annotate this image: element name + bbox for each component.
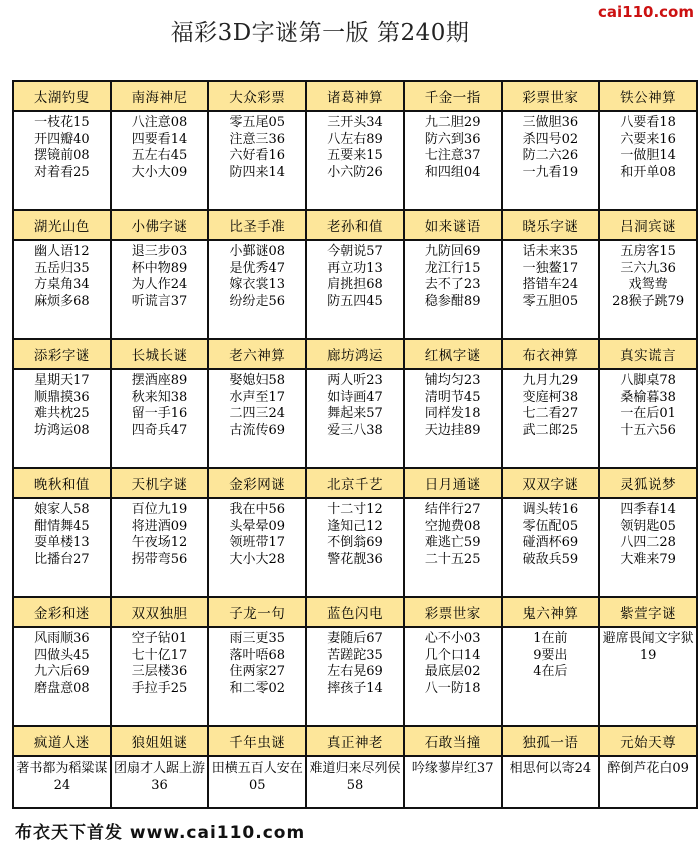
expert-name: 元始天尊 bbox=[600, 727, 698, 757]
expert-name: 老六神算 bbox=[209, 340, 307, 370]
prediction-line: 变庭柯38 bbox=[522, 389, 579, 405]
prediction-line: 六好看16 bbox=[229, 148, 286, 163]
prediction-line: 摔孩子14 bbox=[327, 680, 383, 696]
prediction-line: 难道归来尽列侯58 bbox=[309, 761, 401, 793]
expert-name: 晓乐字谜 bbox=[503, 211, 601, 241]
expert-name: 金彩网谜 bbox=[209, 469, 307, 499]
prediction-cell bbox=[503, 112, 601, 211]
prediction-cell bbox=[307, 241, 405, 340]
prediction-line: 防二六26 bbox=[522, 148, 579, 163]
prediction-line: 难共枕25 bbox=[34, 406, 90, 421]
prediction-line: 坊鸿运08 bbox=[34, 422, 90, 438]
prediction-line: 手拉手25 bbox=[131, 680, 188, 696]
expert-name: 晚秋和值 bbox=[14, 469, 112, 499]
prediction-line: 八注意08 bbox=[131, 115, 188, 130]
expert-name: 独孤一语 bbox=[503, 727, 601, 757]
prediction-cell bbox=[112, 499, 210, 598]
prediction-cell bbox=[307, 628, 405, 727]
prediction-line: 娶媳妇58 bbox=[229, 373, 286, 388]
prediction-line: 五岳归35 bbox=[34, 260, 90, 276]
prediction-line: 9要出 bbox=[533, 647, 568, 663]
prediction-cell bbox=[405, 499, 503, 598]
expert-name: 子龙一句 bbox=[209, 598, 307, 628]
prediction-line: 一做胆14 bbox=[620, 148, 676, 163]
prediction-line: 杯中物89 bbox=[131, 260, 188, 276]
prediction-cell bbox=[14, 757, 112, 809]
expert-name: 铁公神算 bbox=[600, 82, 698, 112]
prediction-line: 苦蹉跎35 bbox=[327, 647, 383, 663]
prediction-line: 再立功13 bbox=[327, 260, 383, 276]
expert-name: 布衣神算 bbox=[503, 340, 601, 370]
prediction-line: 结伴行27 bbox=[424, 502, 481, 517]
prediction-cell bbox=[503, 370, 601, 469]
prediction-line: 七二看27 bbox=[522, 406, 579, 421]
prediction-line: 不倒翁69 bbox=[327, 535, 383, 550]
prediction-line: 是优秀47 bbox=[229, 260, 286, 276]
prediction-line: 醉倒芦花白09 bbox=[607, 761, 689, 776]
prediction-line: 领班带17 bbox=[229, 535, 286, 550]
prediction-line: 破敌兵59 bbox=[522, 551, 579, 567]
prediction-line: 铺均匀23 bbox=[424, 373, 481, 388]
expert-name: 老孙和值 bbox=[307, 211, 405, 241]
prediction-cell bbox=[503, 499, 601, 598]
prediction-cell bbox=[600, 112, 698, 211]
prediction-cell bbox=[600, 757, 698, 809]
prediction-line: 四要看14 bbox=[131, 131, 188, 147]
expert-name: 双双字谜 bbox=[503, 469, 601, 499]
prediction-line: 小鄞谜08 bbox=[229, 244, 286, 259]
expert-name: 金彩和迷 bbox=[14, 598, 112, 628]
prediction-cell bbox=[209, 241, 307, 340]
expert-name: 吕洞宾谜 bbox=[600, 211, 698, 241]
prediction-line: 落叶唔68 bbox=[229, 647, 286, 663]
expert-name: 廊坊鸿运 bbox=[307, 340, 405, 370]
prediction-line: 听谎言37 bbox=[131, 293, 188, 309]
prediction-line: 磨盘意08 bbox=[34, 680, 90, 696]
prediction-cell bbox=[405, 112, 503, 211]
prediction-line: 和四组04 bbox=[424, 164, 481, 180]
prediction-cell bbox=[405, 757, 503, 809]
prediction-cell bbox=[209, 499, 307, 598]
prediction-line: 水声至17 bbox=[229, 389, 286, 405]
prediction-cell bbox=[209, 757, 307, 809]
prediction-line: 九六后69 bbox=[34, 664, 90, 679]
prediction-line: 八四二28 bbox=[620, 535, 676, 550]
prediction-line: 同样发18 bbox=[424, 406, 481, 421]
prediction-line: 八一防18 bbox=[424, 680, 481, 696]
prediction-line: 警花靓36 bbox=[327, 551, 383, 567]
prediction-line: 雨三更35 bbox=[229, 631, 286, 646]
prediction-line: 一九看19 bbox=[522, 164, 579, 180]
expert-name: 比圣手准 bbox=[209, 211, 307, 241]
prediction-line: 一在后01 bbox=[620, 406, 676, 421]
prediction-line: 几个口14 bbox=[424, 647, 481, 663]
prediction-line: 拐带弯56 bbox=[131, 551, 188, 567]
prediction-line: 防五四45 bbox=[327, 293, 383, 309]
expert-name: 红枫字谜 bbox=[405, 340, 503, 370]
prediction-line: 零五胆05 bbox=[522, 293, 579, 309]
prediction-cell bbox=[209, 628, 307, 727]
expert-name: 千金一指 bbox=[405, 82, 503, 112]
prediction-cell bbox=[112, 241, 210, 340]
prediction-line: 三六九36 bbox=[620, 260, 676, 276]
expert-name: 北京千艺 bbox=[307, 469, 405, 499]
site-watermark: cai110.com bbox=[598, 3, 694, 21]
prediction-line: 住两家27 bbox=[229, 664, 286, 679]
prediction-line: 龙江行15 bbox=[424, 260, 481, 276]
prediction-line: 天边挂89 bbox=[424, 422, 481, 438]
prediction-line: 八要看18 bbox=[620, 115, 676, 130]
prediction-line: 两人听23 bbox=[327, 373, 383, 388]
prediction-line: 去不了23 bbox=[424, 277, 481, 292]
prediction-line: 八脚桌78 bbox=[620, 373, 676, 388]
prediction-cell bbox=[112, 370, 210, 469]
expert-name: 日月通谜 bbox=[405, 469, 503, 499]
prediction-line: 左右晃69 bbox=[327, 664, 383, 679]
prediction-line: 九防回69 bbox=[424, 244, 481, 259]
prediction-line: 古流传69 bbox=[229, 422, 286, 438]
prediction-line: 28猴子跳79 bbox=[612, 293, 685, 309]
prediction-line: 五房客15 bbox=[620, 244, 676, 259]
prediction-line: 零五尾05 bbox=[229, 115, 286, 130]
expert-name: 天机字谜 bbox=[112, 469, 210, 499]
prediction-line: 和二零02 bbox=[229, 680, 286, 696]
puzzle-table bbox=[12, 80, 698, 809]
prediction-line: 七注意37 bbox=[424, 148, 481, 163]
expert-name: 石敢当撞 bbox=[405, 727, 503, 757]
prediction-line: 碰酒杯69 bbox=[522, 535, 579, 550]
prediction-line: 心不小03 bbox=[424, 631, 481, 646]
expert-name: 湖光山色 bbox=[14, 211, 112, 241]
prediction-cell bbox=[503, 241, 601, 340]
prediction-cell bbox=[307, 499, 405, 598]
prediction-line: 百位九19 bbox=[131, 502, 188, 517]
prediction-line: 酣情舞45 bbox=[34, 518, 90, 534]
prediction-cell bbox=[503, 628, 601, 727]
prediction-line: 娘家人58 bbox=[34, 502, 90, 517]
prediction-cell bbox=[14, 499, 112, 598]
expert-name: 真实谎言 bbox=[600, 340, 698, 370]
expert-name: 太湖钓叟 bbox=[14, 82, 112, 112]
expert-name: 真正神老 bbox=[307, 727, 405, 757]
prediction-line: 对着看25 bbox=[34, 164, 90, 180]
prediction-line: 和开单08 bbox=[620, 164, 676, 180]
prediction-cell bbox=[14, 241, 112, 340]
prediction-line: 四奇兵47 bbox=[131, 422, 188, 438]
prediction-line: 比播台27 bbox=[34, 551, 90, 567]
prediction-line: 纷纷走56 bbox=[229, 293, 286, 309]
prediction-line: 耍单楼13 bbox=[34, 535, 90, 550]
prediction-line: 开四瓣40 bbox=[34, 131, 90, 147]
page-title: 福彩3D字谜第一版 第240期 bbox=[170, 20, 470, 46]
prediction-cell bbox=[307, 370, 405, 469]
expert-name: 添彩字谜 bbox=[14, 340, 112, 370]
prediction-line: 零伍配05 bbox=[522, 518, 579, 534]
prediction-line: 我在中56 bbox=[229, 502, 286, 517]
prediction-line: 肩挑担68 bbox=[327, 277, 383, 292]
prediction-line: 一枝花15 bbox=[34, 115, 90, 130]
prediction-line: 秋来知38 bbox=[131, 389, 188, 405]
prediction-line: 为人作24 bbox=[131, 277, 188, 292]
prediction-line: 著书都为稻粱谋24 bbox=[16, 761, 108, 793]
prediction-line: 退三步03 bbox=[131, 244, 188, 259]
prediction-line: 最底层02 bbox=[424, 664, 481, 679]
prediction-line: 二十五25 bbox=[424, 551, 481, 567]
prediction-cell bbox=[503, 757, 601, 809]
prediction-line: 留一手16 bbox=[131, 406, 188, 421]
prediction-line: 大难来79 bbox=[620, 551, 676, 567]
prediction-cell bbox=[405, 628, 503, 727]
expert-name: 紫萱字谜 bbox=[600, 598, 698, 628]
prediction-line: 三开头34 bbox=[327, 115, 383, 130]
prediction-line: 四季春14 bbox=[620, 502, 676, 517]
expert-name: 鬼六神算 bbox=[503, 598, 601, 628]
prediction-cell bbox=[14, 628, 112, 727]
prediction-cell bbox=[209, 370, 307, 469]
prediction-line: 五左右45 bbox=[131, 148, 188, 163]
prediction-line: 嫁衣裳13 bbox=[229, 277, 286, 292]
prediction-cell bbox=[405, 241, 503, 340]
expert-name: 狼姐姐谜 bbox=[112, 727, 210, 757]
prediction-cell bbox=[112, 628, 210, 727]
prediction-line: 二四三24 bbox=[229, 406, 286, 421]
prediction-line: 摆镜前08 bbox=[34, 148, 90, 163]
prediction-line: 注意三36 bbox=[229, 131, 286, 147]
expert-name: 疯道人迷 bbox=[14, 727, 112, 757]
prediction-line: 三层楼36 bbox=[131, 664, 188, 679]
prediction-line: 团扇才人踞上游36 bbox=[114, 761, 206, 793]
prediction-line: 1在前 bbox=[533, 631, 568, 646]
prediction-line: 话未来35 bbox=[522, 244, 579, 259]
expert-name: 南海神尼 bbox=[112, 82, 210, 112]
prediction-line: 19 bbox=[639, 647, 657, 663]
expert-name: 灵狐说梦 bbox=[600, 469, 698, 499]
prediction-cell bbox=[600, 628, 698, 727]
prediction-cell bbox=[600, 499, 698, 598]
prediction-cell bbox=[405, 370, 503, 469]
expert-name: 诸葛神算 bbox=[307, 82, 405, 112]
prediction-line: 空子钻01 bbox=[131, 631, 188, 646]
prediction-line: 桑榆暮38 bbox=[620, 389, 676, 405]
prediction-line: 相思何以寄24 bbox=[509, 761, 592, 776]
prediction-line: 将进酒09 bbox=[131, 518, 188, 534]
prediction-cell bbox=[112, 112, 210, 211]
expert-name: 大众彩票 bbox=[209, 82, 307, 112]
prediction-line: 星期天17 bbox=[34, 373, 90, 388]
prediction-line: 九月九29 bbox=[522, 373, 579, 388]
prediction-line: 搭错车24 bbox=[522, 277, 579, 292]
prediction-line: 九二胆29 bbox=[424, 115, 481, 130]
prediction-line: 八左右89 bbox=[327, 131, 383, 147]
footer-caption: 布衣天下首发 www.cai110.com bbox=[15, 823, 306, 843]
prediction-line: 防四来14 bbox=[229, 164, 286, 180]
expert-name: 双双独胆 bbox=[112, 598, 210, 628]
prediction-line: 三做胆36 bbox=[522, 115, 579, 130]
prediction-line: 方桌角34 bbox=[34, 277, 90, 292]
expert-name: 彩票世家 bbox=[405, 598, 503, 628]
prediction-line: 避席畏闻文字狱 bbox=[602, 631, 694, 646]
prediction-cell bbox=[600, 241, 698, 340]
prediction-line: 逢知己12 bbox=[327, 518, 383, 534]
prediction-line: 武二郎25 bbox=[522, 422, 579, 438]
prediction-line: 麻烦多68 bbox=[34, 293, 90, 309]
prediction-cell bbox=[307, 757, 405, 809]
prediction-line: 难逃亡59 bbox=[424, 535, 481, 550]
prediction-line: 大小大09 bbox=[131, 164, 188, 180]
prediction-line: 清明节45 bbox=[424, 389, 481, 405]
prediction-line: 杀四号02 bbox=[522, 131, 579, 147]
prediction-cell bbox=[307, 112, 405, 211]
prediction-line: 妻随后67 bbox=[327, 631, 383, 646]
prediction-line: 头晕晕09 bbox=[229, 518, 286, 534]
prediction-cell bbox=[14, 112, 112, 211]
expert-name: 彩票世家 bbox=[503, 82, 601, 112]
prediction-line: 空抛费08 bbox=[424, 518, 481, 534]
prediction-line: 调头转16 bbox=[522, 502, 579, 517]
prediction-line: 戏鸳鸯 bbox=[628, 277, 668, 292]
prediction-line: 稳参酣89 bbox=[424, 293, 481, 309]
expert-name: 长城长谜 bbox=[112, 340, 210, 370]
prediction-line: 吟缘蓼岸红37 bbox=[411, 761, 494, 776]
prediction-line: 午夜场12 bbox=[131, 535, 188, 550]
prediction-line: 一独鳌17 bbox=[522, 260, 579, 276]
prediction-line: 田横五百人安在05 bbox=[211, 761, 303, 793]
prediction-line: 风雨顺36 bbox=[34, 631, 90, 646]
prediction-line: 顺鼎摸36 bbox=[34, 389, 90, 405]
prediction-line: 舞起来57 bbox=[327, 406, 383, 421]
prediction-line: 十五六56 bbox=[620, 422, 676, 438]
prediction-cell bbox=[14, 370, 112, 469]
prediction-line: 七十亿17 bbox=[131, 647, 188, 663]
prediction-line: 如诗画47 bbox=[327, 389, 383, 405]
prediction-line: 4在后 bbox=[533, 664, 568, 679]
expert-name: 蓝色闪电 bbox=[307, 598, 405, 628]
prediction-line: 摆酒座89 bbox=[131, 373, 188, 388]
prediction-line: 爱三八38 bbox=[327, 422, 383, 438]
prediction-line: 四做头45 bbox=[34, 647, 90, 663]
expert-name: 小佛字谜 bbox=[112, 211, 210, 241]
expert-name: 如来谜语 bbox=[405, 211, 503, 241]
expert-name: 千年虫谜 bbox=[209, 727, 307, 757]
prediction-cell bbox=[600, 370, 698, 469]
prediction-line: 六要来16 bbox=[620, 131, 676, 147]
prediction-line: 五要来15 bbox=[327, 148, 383, 163]
prediction-cell bbox=[112, 757, 210, 809]
prediction-line: 领钥匙05 bbox=[620, 518, 676, 534]
prediction-line: 今朝说57 bbox=[327, 244, 383, 259]
prediction-line: 幽人语12 bbox=[34, 244, 90, 259]
prediction-line: 小六防26 bbox=[327, 164, 383, 180]
prediction-line: 十二寸12 bbox=[327, 502, 383, 517]
prediction-line: 防六到36 bbox=[424, 131, 481, 147]
prediction-cell bbox=[209, 112, 307, 211]
prediction-line: 大小大28 bbox=[229, 551, 286, 567]
